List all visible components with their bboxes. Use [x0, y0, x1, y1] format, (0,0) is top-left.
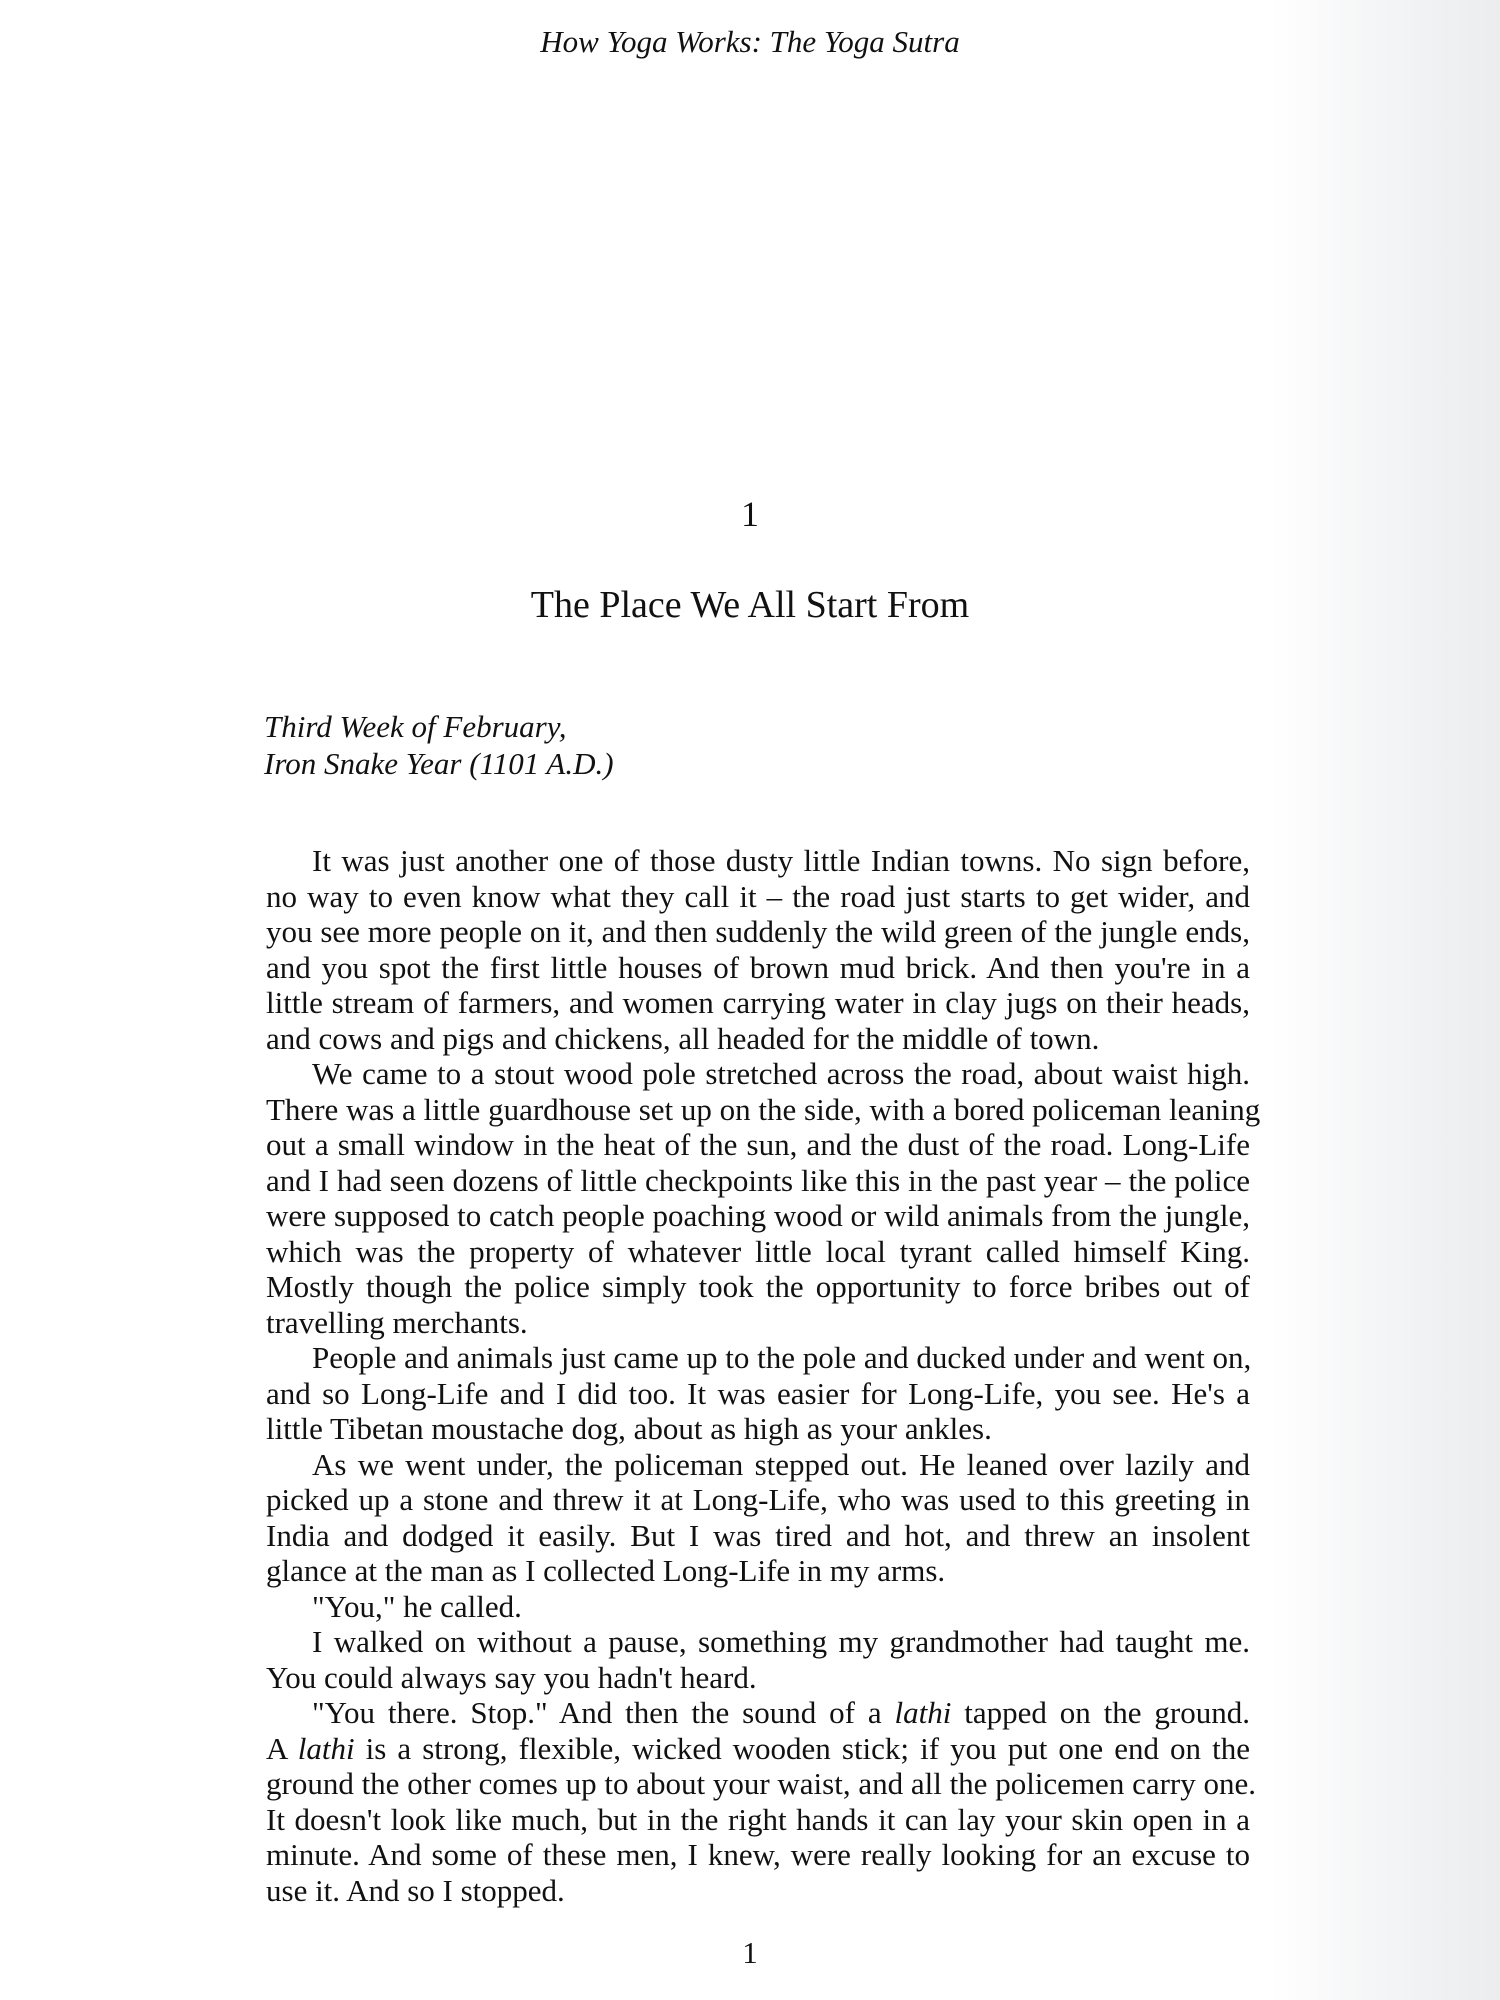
text-line: and you spot the first little houses of brown mud brick. And then you're in a	[266, 949, 1250, 985]
dateline-line: Iron Snake Year (1101 A.D.)	[264, 746, 614, 781]
text-line: As we went under, the policeman stepped out. He leaned over lazily and	[312, 1446, 1250, 1482]
text-line: no way to even know what they call it – the road just starts to get wider, and	[266, 878, 1250, 914]
text-line: you see more people on it, and then suddenly the wild green of the jungle ends,	[266, 914, 1250, 949]
text-line: minute. And some of these men, I knew, were really looking for an excuse to	[266, 1837, 1250, 1872]
text-line: I walked on without a pause, something my grandmother had taught me.	[312, 1624, 1250, 1659]
dateline-line: Third Week of February,	[264, 709, 567, 744]
text-line: There was a little guardhouse set up on the side, with a bored policeman leaning	[266, 1091, 1261, 1127]
text-line: "You," he called.	[312, 1588, 522, 1624]
text-line: glance at the man as I collected Long-Life in my arms.	[266, 1553, 946, 1588]
text-line: which was the property of whatever little local tyrant called himself King.	[266, 1233, 1250, 1269]
text-line: You could always say you hadn't heard.	[266, 1659, 757, 1695]
text-line: and cows and pigs and chickens, all headed for the middle of town.	[266, 1020, 1100, 1056]
text-line: India and dodged it easily. But I was tired and hot, and threw an insolent	[266, 1517, 1250, 1553]
text-line: "You there. Stop." And then the sound of a lathi tapped on the ground.	[312, 1695, 1251, 1730]
text-line: were supposed to catch people poaching wood or wild animals from the jungle,	[266, 1198, 1250, 1233]
text-line: People and animals just came up to the pole and ducked under and went on,	[312, 1340, 1252, 1375]
chapter-number: 1	[741, 494, 759, 534]
text-line: travelling merchants.	[266, 1304, 528, 1340]
text-line: ground the other comes up to about your waist, and all the policemen carry one.	[266, 1766, 1256, 1801]
text-line: We came to a stout wood pole stretched across the road, about waist high.	[312, 1056, 1250, 1091]
text-line: and I had seen dozens of little checkpoints like this in the past year – the police	[266, 1162, 1250, 1198]
emphasized-word: lathi	[894, 1695, 952, 1730]
chapter-dateline	[264, 708, 614, 782]
text-line: A lathi is a strong, flexible, wicked wooden stick; if you put one end on the	[266, 1730, 1250, 1766]
running-head: How Yoga Works: The Yoga Sutra	[540, 24, 960, 59]
body-text	[266, 843, 1261, 1908]
chapter-title: The Place We All Start From	[530, 584, 970, 626]
text-line: and so Long-Life and I did too. It was easier for Long-Life, you see. He's a	[266, 1375, 1250, 1411]
text-line: picked up a stone and threw it at Long-Life, who was used to this greeting in	[266, 1482, 1250, 1517]
text-line: little stream of farmers, and women carrying water in clay jugs on their heads,	[266, 985, 1250, 1020]
text-line: Mostly though the police simply took the opportunity to force bribes out of	[266, 1269, 1250, 1304]
text-line: It doesn't look like much, but in the right hands it can lay your skin open in a	[266, 1801, 1250, 1837]
page-number: 1	[742, 1935, 758, 1970]
text-line: out a small window in the heat of the sun, and the dust of the road. Long-Life	[266, 1127, 1250, 1162]
text-line: It was just another one of those dusty little Indian towns. No sign before,	[312, 843, 1250, 878]
emphasized-word: lathi	[297, 1730, 355, 1766]
text-line: little Tibetan moustache dog, about as high as your ankles.	[266, 1411, 992, 1446]
text-line: use it. And so I stopped.	[266, 1872, 565, 1908]
